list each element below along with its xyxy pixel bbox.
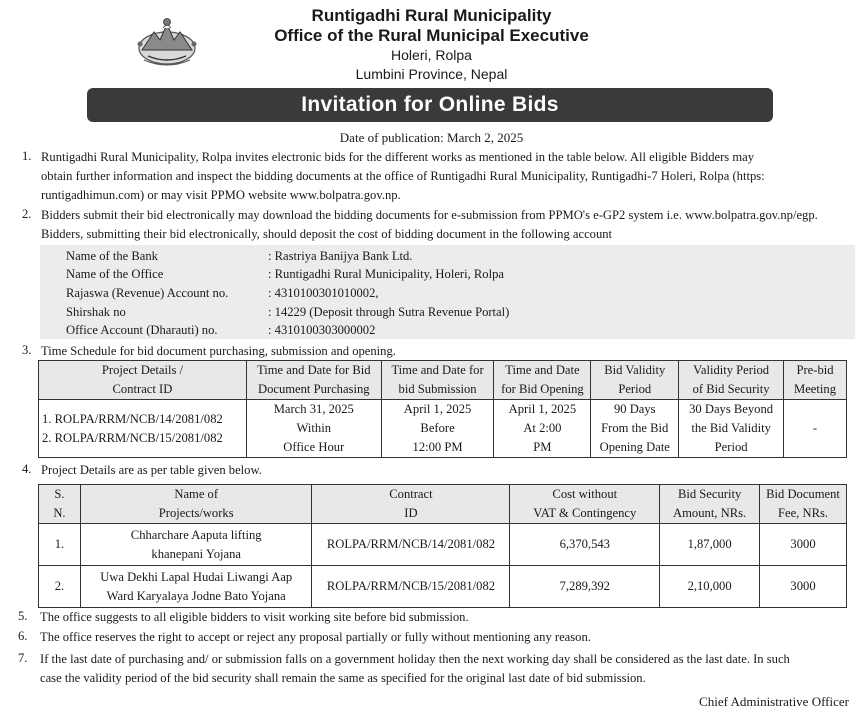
municipality-name: Runtigadhi Rural Municipality [311, 6, 552, 25]
bank-name-label: Name of the Bank [66, 249, 158, 263]
item-3-text: Time Schedule for bid document purchasing, submission and opening. [41, 344, 396, 358]
shirshak-label: Shirshak no [66, 305, 126, 319]
item-number: 7. [18, 651, 28, 665]
column-header: S. N. [39, 485, 81, 524]
table-cell: 3000 [760, 566, 847, 608]
province: Lumbini Province, Nepal [355, 66, 508, 82]
dharauti-label: Office Account (Dharauti) no. [66, 323, 218, 337]
column-header: Name of Projects/works [80, 485, 312, 524]
office-name: Office of the Rural Municipal Executive [274, 26, 589, 45]
rajaswa-label: Rajaswa (Revenue) Account no. [66, 286, 229, 300]
table-cell: 7,289,392 [510, 566, 660, 608]
table-cell: 1,87,000 [660, 524, 760, 566]
table-cell: ROLPA/RRM/NCB/14/2081/082 [312, 524, 510, 566]
table-header-row [39, 361, 847, 400]
notice-title-banner: Invitation for Online Bids [87, 88, 773, 122]
item-4-text: Project Details are as per table given below. [41, 463, 262, 477]
table-row [39, 400, 847, 458]
column-header: Bid Document Fee, NRs. [760, 485, 847, 524]
column-header: Bid Validity Period [591, 361, 679, 400]
text-line: obtain further information and inspect the bidding documents at the office of Runtigadhi Rural Municipality, Runtigadhi-7 Holeri, Rolpa (https: [41, 169, 765, 183]
table-cell: 2,10,000 [660, 566, 760, 608]
table-cell: 2. [39, 566, 81, 608]
table-cell: ROLPA/RRM/NCB/15/2081/082 [312, 566, 510, 608]
rajaswa-value: : 4310100301010002, [268, 286, 379, 300]
table-row [39, 524, 847, 566]
publication-date: Date of publication: March 2, 2025 [339, 130, 524, 145]
text-line: runtigadhimun.com) or may visit PPMO website www.bolpatra.gov.np. [41, 188, 401, 202]
table-cell: March 31, 2025 Within Office Hour [246, 400, 381, 458]
table-cell: April 1, 2025 Before 12:00 PM [381, 400, 494, 458]
table-cell: Uwa Dekhi Lapal Hudai Liwangi Aap Ward Karyalaya Jodne Bato Yojana [80, 566, 312, 608]
column-header: Validity Period of Bid Security [679, 361, 784, 400]
item-number: 2. [22, 207, 32, 221]
text-line: Bidders, submitting their bid electronically, should deposit the cost of bidding document in the following account [41, 227, 613, 241]
item-6-text: The office reserves the right to accept or reject any proposal partially or fully without mentioning any reason. [40, 630, 591, 644]
project-details-table [38, 484, 847, 608]
column-header: Contract ID [312, 485, 510, 524]
table-cell: 3000 [760, 524, 847, 566]
dharauti-value: : 4310100303000002 [268, 323, 376, 337]
office-name-value: : Runtigadhi Rural Municipality, Holeri, Rolpa [268, 267, 504, 281]
office-address: Holeri, Rolpa [391, 47, 472, 63]
shirshak-value: : 14229 (Deposit through Sutra Revenue Portal) [268, 305, 510, 319]
table-row [39, 566, 847, 608]
item-2-text [41, 206, 856, 244]
table-header-row [39, 485, 847, 524]
office-name-label: Name of the Office [66, 267, 164, 281]
column-header: Time and Date for bid Submission [381, 361, 494, 400]
table-cell: 30 Days Beyond the Bid Validity Period [679, 400, 784, 458]
text-line: Bidders submit their bid electronically may download the bidding documents for e-submission from PPMO's e-GP2 system i.e. www.bolpatra.gov.np/egp. [41, 208, 818, 222]
item-number: 3. [22, 343, 32, 357]
item-number: 6. [18, 629, 28, 643]
table-cell: 1. ROLPA/RRM/NCB/14/2081/082 2. ROLPA/RRM/NCB/15/2081/082 [39, 400, 247, 458]
item-7-text [40, 650, 855, 688]
column-header: Pre-bid Meeting [784, 361, 847, 400]
column-header: Project Details / Contract ID [39, 361, 247, 400]
text-line: case the validity period of the bid security shall remain the same as specified for the original last date of bid submission. [40, 671, 646, 685]
table-cell: April 1, 2025 At 2:00 PM [494, 400, 591, 458]
text-line: If the last date of purchasing and/ or submission falls on a government holiday then the next working day shall be considered as the last date. In such [40, 652, 790, 666]
bank-name-value: : Rastriya Banijya Bank Ltd. [268, 249, 413, 263]
item-number: 5. [18, 609, 28, 623]
item-number: 1. [22, 149, 32, 163]
schedule-table [38, 360, 847, 458]
table-cell: Chharchare Aaputa lifting khanepani Yojana [80, 524, 312, 566]
text-line: Runtigadhi Rural Municipality, Rolpa invites electronic bids for the different works as mentioned in the table below. All eligible Bidders may [41, 150, 755, 164]
column-header: Time and Date for Bid Opening [494, 361, 591, 400]
table-cell: 6,370,543 [510, 524, 660, 566]
item-5-text: The office suggests to all eligible bidders to visit working site before bid submission. [40, 610, 469, 624]
table-cell: - [784, 400, 847, 458]
signatory-title: Chief Administrative Officer [699, 694, 849, 709]
column-header: Bid Security Amount, NRs. [660, 485, 760, 524]
column-header: Cost without VAT & Contingency [510, 485, 660, 524]
item-number: 4. [22, 462, 32, 476]
column-header: Time and Date for Bid Document Purchasing [246, 361, 381, 400]
item-1-text [41, 148, 856, 205]
table-cell: 90 Days From the Bid Opening Date [591, 400, 679, 458]
table-cell: 1. [39, 524, 81, 566]
